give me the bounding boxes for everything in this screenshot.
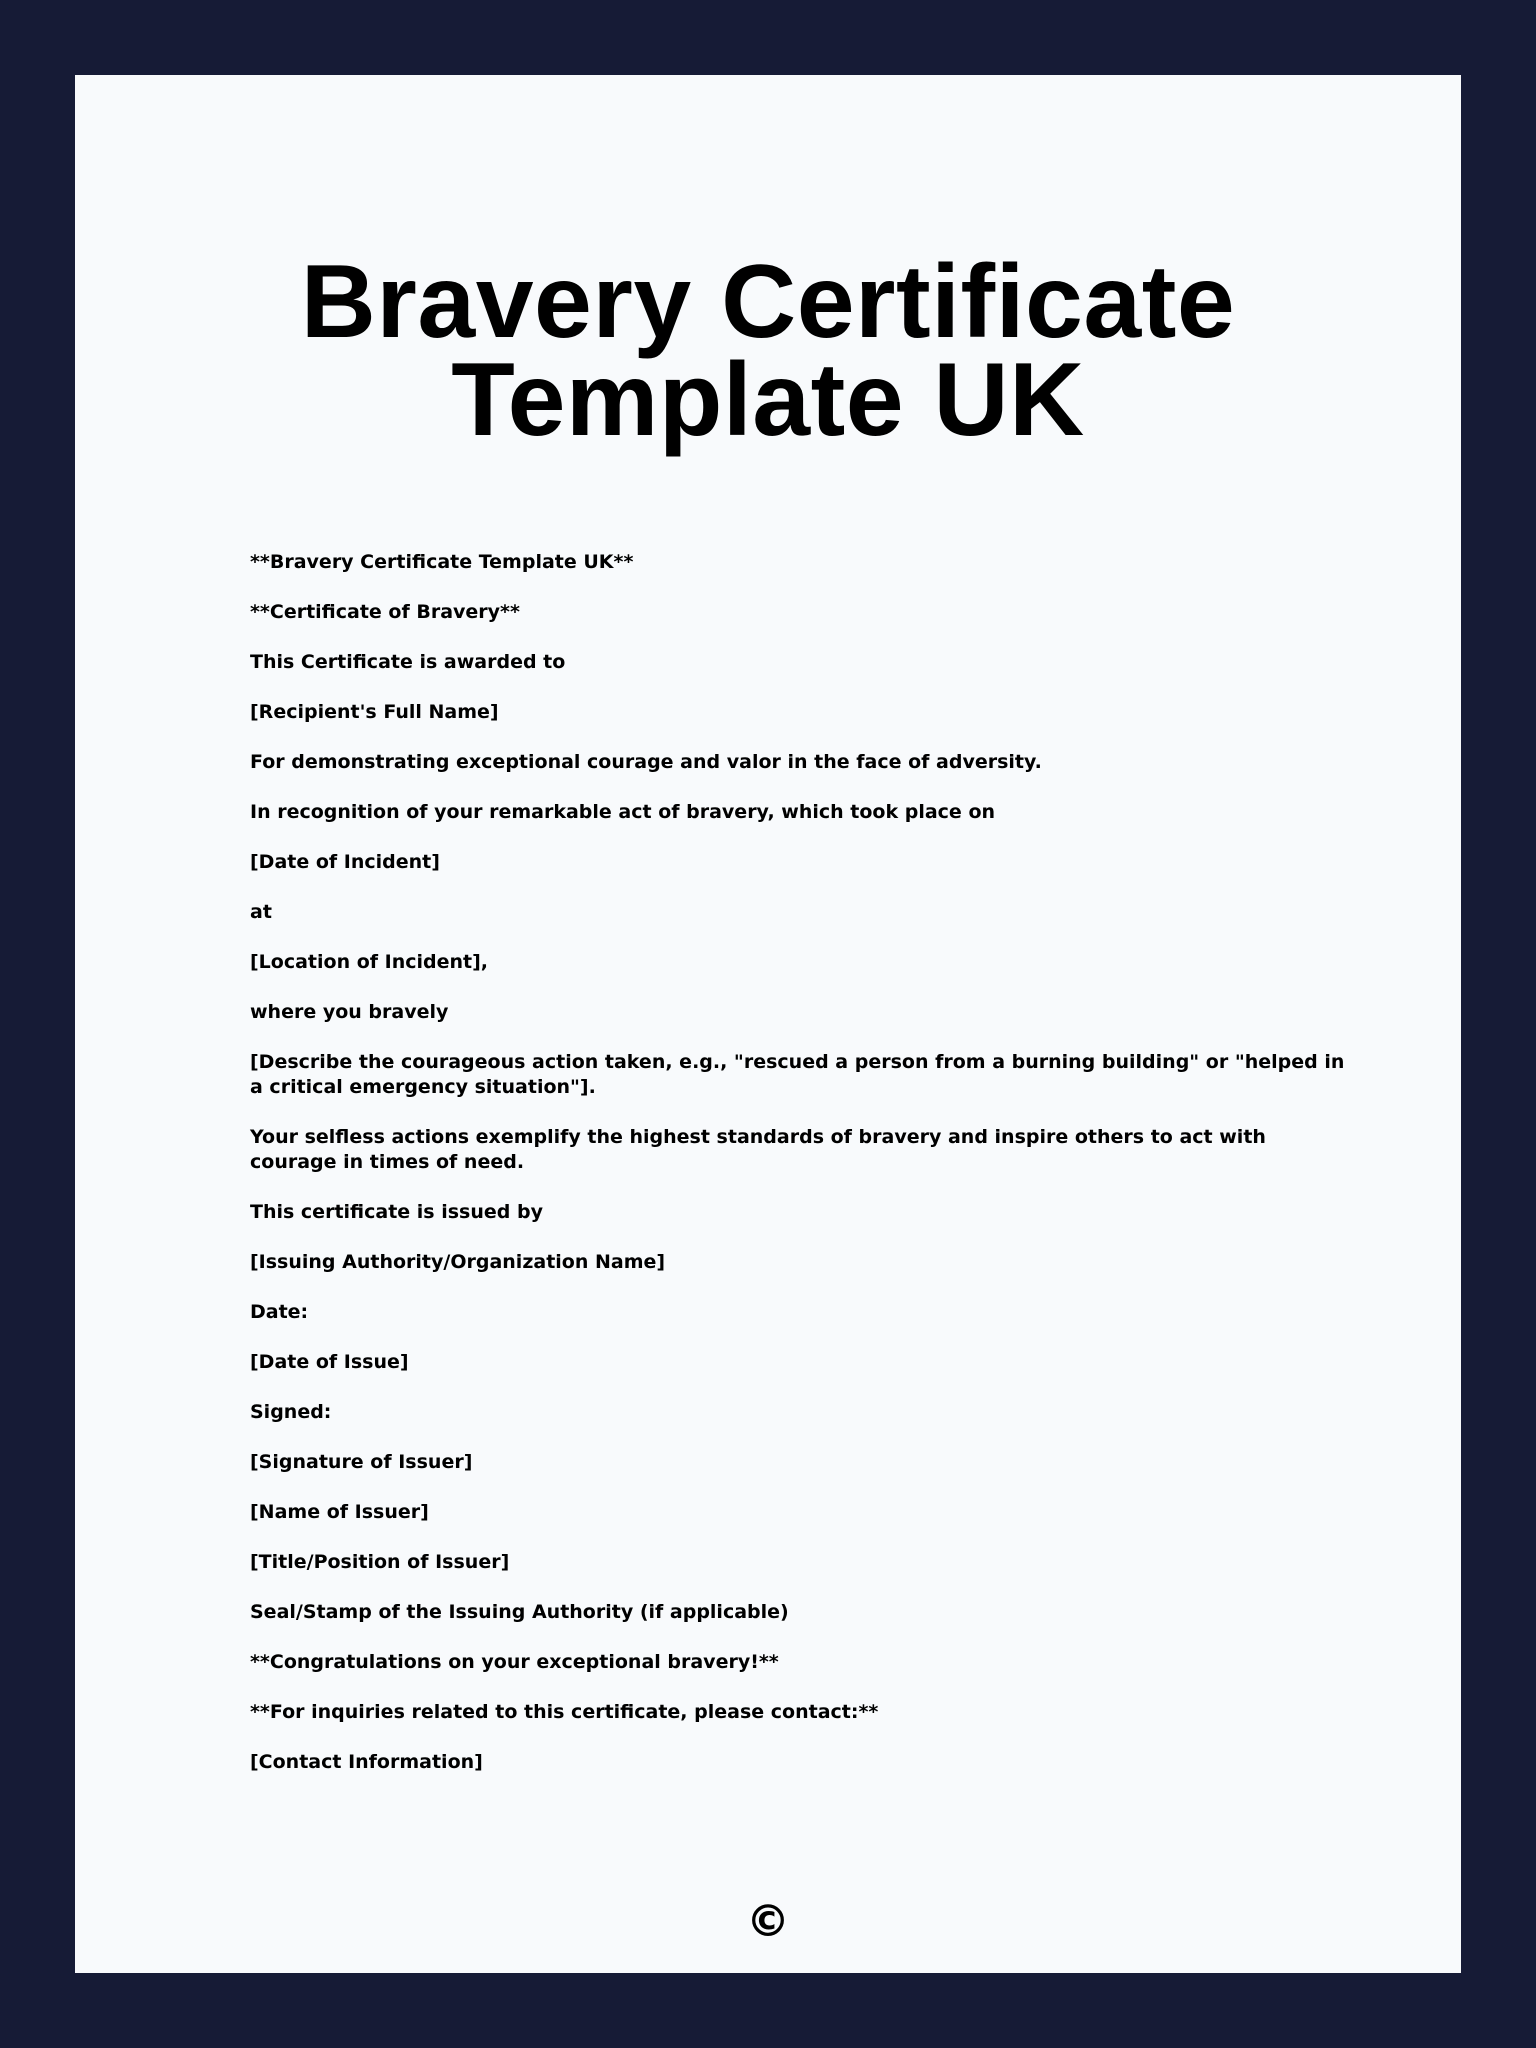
paragraph-issuer-title: [Title/Position of Issuer] [250, 1551, 510, 1573]
paragraph-recognition: In recognition of your remarkable act of bravery, which took place on [250, 801, 996, 823]
paragraph-incident-location: [Location of Incident], [250, 951, 489, 973]
paragraph-issued-by: This certificate is issued by [250, 1201, 543, 1223]
paragraph-selfless: Your selfless actions exemplify the highest standards of bravery and inspire others to act with courage in times of need. [250, 1126, 1266, 1173]
paragraph-congratulations: **Congratulations on your exceptional bravery!** [250, 1651, 779, 1673]
document-page [75, 75, 1461, 1973]
paragraph-incident-date: [Date of Incident] [250, 851, 440, 873]
paragraph-reason: For demonstrating exceptional courage and valor in the face of adversity. [250, 751, 1042, 773]
copyright-icon: © [746, 1896, 790, 1947]
paragraph-action: [Describe the courageous action taken, e.g., "rescued a person from a burning building" or "helped in a critical emergency situation"]. [250, 1051, 1345, 1098]
page-title: Bravery Certificate Template UK [300, 244, 1236, 458]
paragraph-signed-label: Signed: [250, 1401, 332, 1423]
paragraph-awarded-to: This Certificate is awarded to [250, 651, 566, 673]
paragraph-at: at [250, 901, 272, 923]
paragraph-where: where you bravely [250, 1001, 449, 1023]
paragraph-heading: **Bravery Certificate Template UK** [250, 551, 634, 573]
paragraph-issue-date: [Date of Issue] [250, 1351, 409, 1373]
paragraph-recipient: [Recipient's Full Name] [250, 701, 499, 723]
paragraph-issuer-name: [Name of Issuer] [250, 1501, 429, 1523]
paragraph-seal: Seal/Stamp of the Issuing Authority (if applicable) [250, 1601, 789, 1623]
paragraph-inquiries: **For inquiries related to this certificate, please contact:** [250, 1701, 879, 1723]
document-body [250, 550, 1350, 1800]
paragraph-authority: [Issuing Authority/Organization Name] [250, 1251, 666, 1273]
paragraph-contact: [Contact Information] [250, 1751, 483, 1773]
paragraph-certificate-name: **Certificate of Bravery** [250, 601, 520, 623]
paragraph-signature: [Signature of Issuer] [250, 1451, 473, 1473]
paragraph-date-label: Date: [250, 1301, 309, 1323]
